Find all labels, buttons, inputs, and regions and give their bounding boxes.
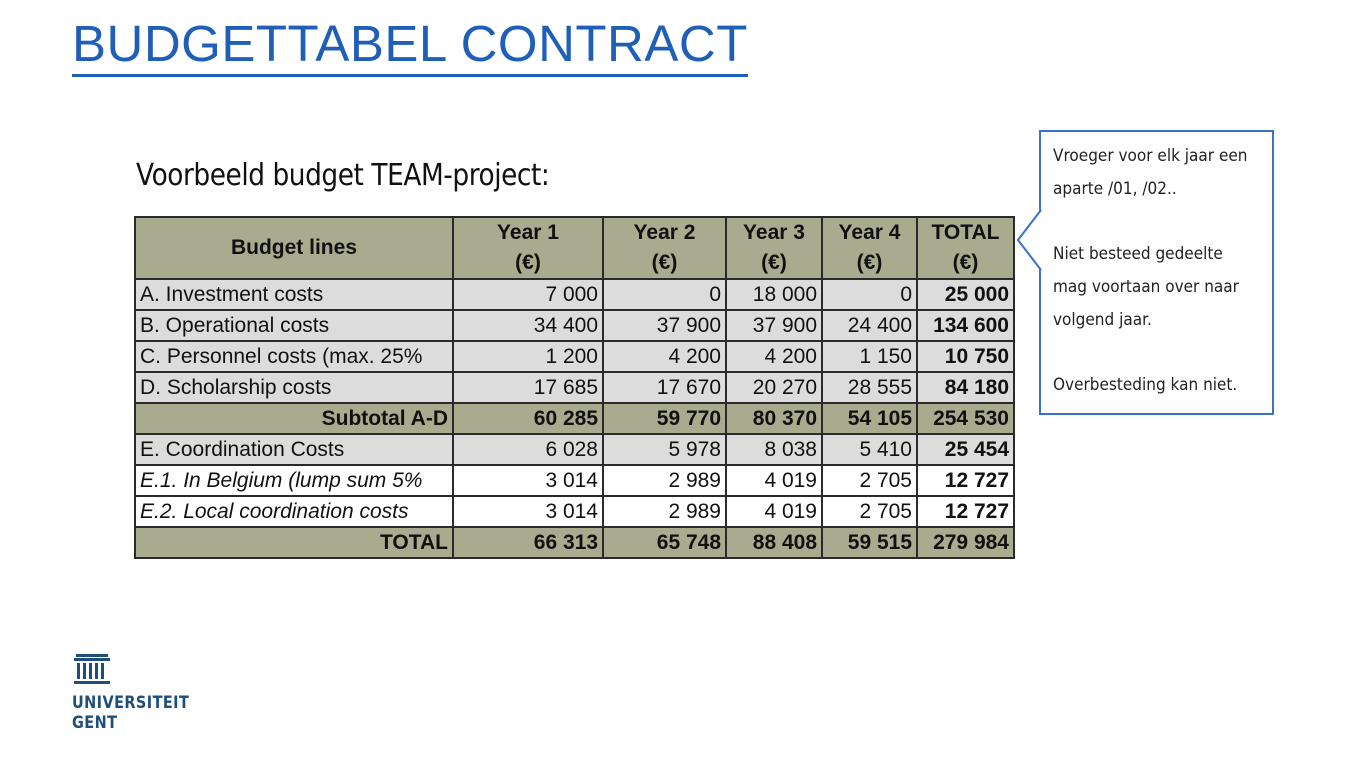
year-value-cell: 2 705 [822,465,917,496]
row-total-cell: 25 000 [917,279,1014,310]
year-value-cell: 1 150 [822,341,917,372]
year-value-cell: 37 900 [603,310,726,341]
callout-text: mag voortaan over naar [1053,277,1239,297]
year-value-cell: 66 313 [453,527,603,558]
year-value-cell: 37 900 [726,310,822,341]
year-value-cell: 0 [603,279,726,310]
year-value-cell: 4 200 [726,341,822,372]
row-total-cell: 12 727 [917,496,1014,527]
table-row [135,310,1014,341]
table-row [135,527,1014,558]
row-label: C. Personnel costs (max. 25% [135,341,453,372]
year-value-cell: 54 105 [822,403,917,434]
row-total-cell: 10 750 [917,341,1014,372]
year-value-cell: 65 748 [603,527,726,558]
row-label: D. Scholarship costs [135,372,453,403]
row-label: A. Investment costs [135,279,453,310]
year-value-cell: 8 038 [726,434,822,465]
header-year-2: Year 2 (€) [603,217,726,279]
year-value-cell: 59 770 [603,403,726,434]
year-value-cell: 2 705 [822,496,917,527]
slide-title: BUDGETTABEL CONTRACT [72,14,748,77]
year-value-cell: 4 019 [726,496,822,527]
year-value-cell: 5 978 [603,434,726,465]
row-total-cell: 12 727 [917,465,1014,496]
year-value-cell: 4 019 [726,465,822,496]
table-row [135,372,1014,403]
table-row [135,341,1014,372]
year-value-cell: 0 [822,279,917,310]
year-value-cell: 3 014 [453,465,603,496]
year-value-cell: 24 400 [822,310,917,341]
callout-text: Niet besteed gedeelte [1053,244,1223,264]
header-year-3: Year 3 (€) [726,217,822,279]
year-value-cell: 7 000 [453,279,603,310]
callout-note [1039,130,1274,415]
row-total-cell: 254 530 [917,403,1014,434]
logo-line-2: GENT [72,713,118,733]
year-value-cell: 60 285 [453,403,603,434]
row-label: E.2. Local coordination costs [135,496,453,527]
header-year-4: Year 4 (€) [822,217,917,279]
callout-text: aparte /01, /02.. [1053,179,1177,199]
table-row [135,496,1014,527]
year-value-cell: 6 028 [453,434,603,465]
year-value-cell: 80 370 [726,403,822,434]
year-value-cell: 17 670 [603,372,726,403]
year-value-cell: 20 270 [726,372,822,403]
year-value-cell: 17 685 [453,372,603,403]
table-row [135,403,1014,434]
year-value-cell: 2 989 [603,496,726,527]
callout-text: Overbesteding kan niet. [1053,375,1238,395]
header-total: TOTAL (€) [917,217,1014,279]
row-label: Subtotal A-D [135,403,453,434]
row-label: TOTAL [135,527,453,558]
row-total-cell: 84 180 [917,372,1014,403]
year-value-cell: 28 555 [822,372,917,403]
row-total-cell: 134 600 [917,310,1014,341]
row-label: B. Operational costs [135,310,453,341]
table-header-row [135,217,1014,279]
budget-table [134,216,1015,559]
table-row [135,434,1014,465]
year-value-cell: 88 408 [726,527,822,558]
callout-text: Vroeger voor elk jaar een [1053,146,1248,166]
header-budget-lines: Budget lines [135,217,453,279]
university-logo-text [72,693,189,733]
row-total-cell: 279 984 [917,527,1014,558]
logo-line-1: UNIVERSITEIT [72,693,190,713]
row-label: E. Coordination Costs [135,434,453,465]
year-value-cell: 1 200 [453,341,603,372]
year-value-cell: 3 014 [453,496,603,527]
row-label: E.1. In Belgium (lump sum 5% [135,465,453,496]
table-row [135,279,1014,310]
year-value-cell: 18 000 [726,279,822,310]
year-value-cell: 2 989 [603,465,726,496]
year-value-cell: 5 410 [822,434,917,465]
header-year-1: Year 1 (€) [453,217,603,279]
callout-pointer [1016,200,1042,280]
table-row [135,465,1014,496]
university-building-icon [72,652,112,688]
year-value-cell: 59 515 [822,527,917,558]
row-total-cell: 25 454 [917,434,1014,465]
year-value-cell: 4 200 [603,341,726,372]
callout-text: volgend jaar. [1053,310,1152,330]
year-value-cell: 34 400 [453,310,603,341]
table-subtitle: Voorbeeld budget TEAM-project: [136,158,550,193]
